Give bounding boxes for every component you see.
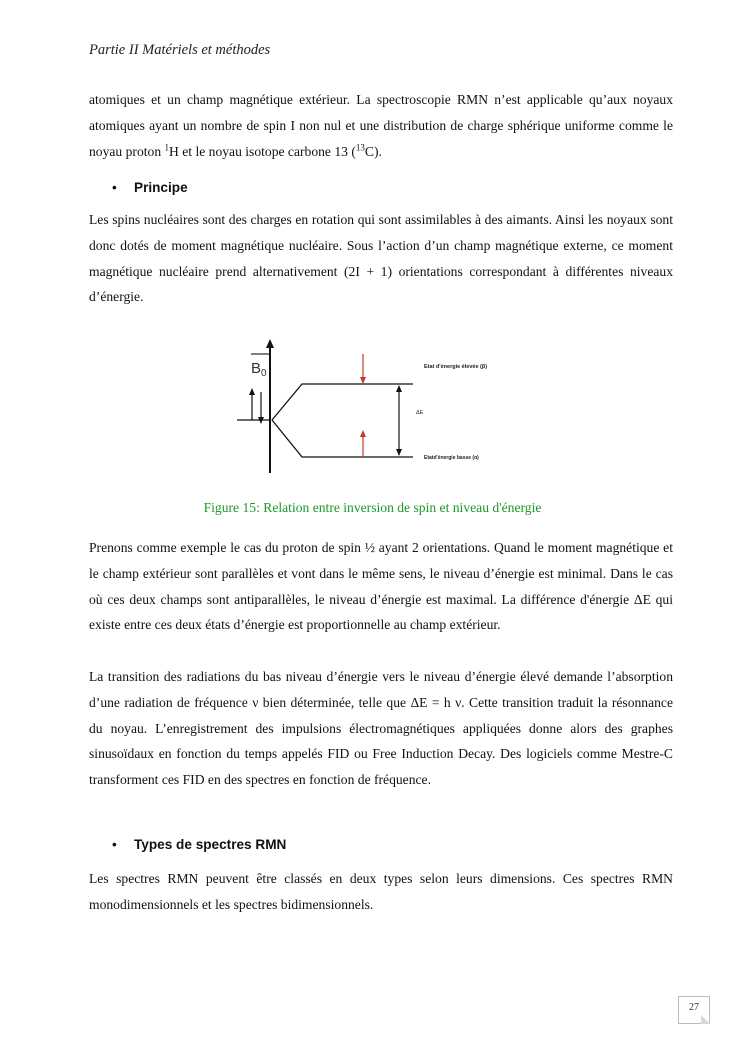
low-state-label: Etatd'énergie basse (α): [424, 455, 479, 461]
spin-up-arrowhead: [249, 388, 255, 395]
section-title: Types de spectres RMN: [134, 837, 287, 852]
intro-paragraph: [89, 87, 673, 164]
figure-caption: Figure 15: Relation entre inversion de spin et niveau d'énergie: [203, 500, 542, 515]
red-up-arrowhead: [360, 430, 366, 437]
spin-energy-figure: [232, 336, 514, 476]
lower-level-line: [272, 420, 413, 457]
section-heading-principe: [112, 180, 188, 195]
page-number: 27: [689, 1002, 699, 1013]
energy-diagram: [232, 336, 514, 476]
red-down-arrowhead: [360, 377, 366, 384]
superscript-1: 1: [164, 142, 170, 153]
axis-arrowhead: [266, 339, 274, 348]
intro-text-3: C).: [364, 143, 382, 159]
high-state-label: Etat d'énergie élevée (β): [424, 364, 488, 370]
types-paragraph: Les spectres RMN peuvent être classés en deux types selon leurs dimensions. Ces spectres RMN monodimensionnels et les spectres bidimensionnels.: [89, 871, 673, 912]
bullet-icon: •: [112, 837, 117, 852]
section-title: Principe: [134, 180, 188, 195]
page-header: Partie II Matériels et méthodes: [89, 42, 271, 58]
body-paragraph-2: La transition des radiations du bas niveau d’énergie vers le niveau d’énergie élevé demande l’absorption d’une radiation de fréquence ν bien déterminée, telle que ΔE = h ν. Cette transition traduit la résonnance du noyau. L’enregistrement des impulsions électromagnétiques appliquées donne alors des graphes sinusoïdaux en fonction du temps appelés FID ou Free Induction Decay. Des logiciels comme Mestre-C transforment ces FID en des spectres en fonction de fréquence.: [89, 669, 673, 788]
page-fold-icon: [701, 1015, 710, 1024]
body-paragraph-1: Prenons comme exemple le cas du proton de spin ½ ayant 2 orientations. Quand le moment magnétique et le champ extérieur sont parallèles et vont dans le même sens, le niveau d’énergie est minimal. Dans le cas où ces deux champs sont antiparallèles, le niveau d’énergie est maximal. La différence d'énergie ΔE qui existe entre ces deux états d’énergie est proportionnelle au champ extérieur.: [89, 540, 673, 633]
intro-text-2: H et le noyau isotope carbone 13 (: [169, 143, 356, 159]
superscript-13: 13: [355, 142, 365, 153]
intro-text-1: atomiques et un champ magnétique extérieur. La spectroscopie RMN n’est applicable qu’aux noyaux atomiques ayant un nombre de spin I non nul et une distribution de charge sphérique uniforme comme le noyau proton: [89, 92, 673, 159]
delta-e-label: ΔE: [416, 410, 424, 416]
principe-paragraph: Les spins nucléaires sont des charges en rotation qui sont assimilables à des aimants. Ainsi les noyaux sont donc dotés de moment magnétique nucléaire. Sous l’action d’un champ magnétique externe, ce moment magnétique nucléaire prend alternativement (2I + 1) orientations correspondant à différentes niveaux d’énergie.: [89, 212, 673, 305]
section-heading-types: [112, 837, 286, 852]
delta-e-arrowhead-top: [396, 385, 402, 392]
bullet-icon: •: [112, 180, 117, 195]
page-number-box: [678, 996, 710, 1024]
upper-level-line: [272, 384, 413, 420]
delta-e-arrowhead-bottom: [396, 449, 402, 456]
b0-label: $B_0$: [251, 360, 267, 379]
